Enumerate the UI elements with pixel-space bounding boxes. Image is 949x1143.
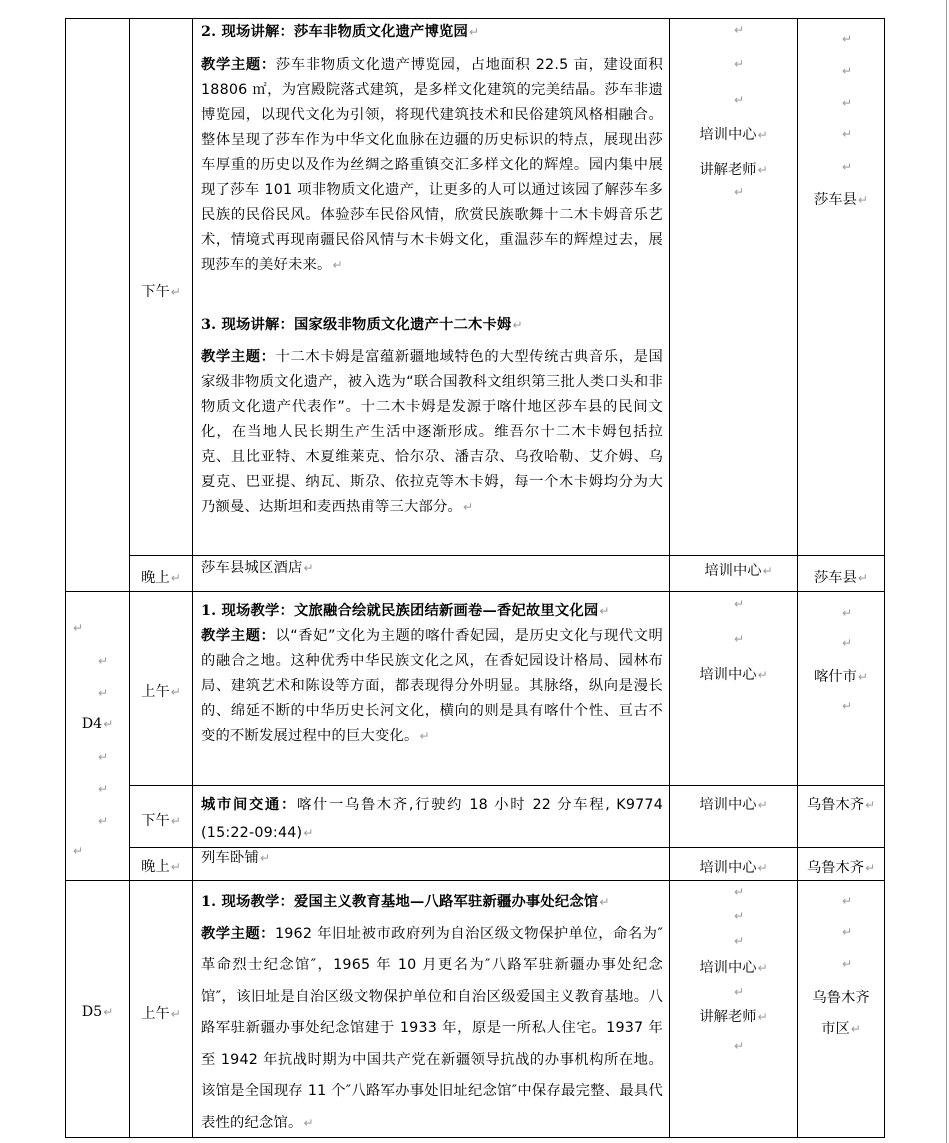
paragraph-mark-icon: ↵ bbox=[734, 1039, 745, 1053]
paragraph-mark-icon: ↵ bbox=[857, 571, 868, 585]
paragraph-mark-icon: ↵ bbox=[734, 885, 745, 899]
paragraph-mark-icon: ↵ bbox=[170, 571, 181, 585]
time-cell-d4-evening bbox=[129, 847, 193, 881]
paragraph-mark-icon: ↵ bbox=[842, 957, 853, 971]
content-cell-d3-afternoon bbox=[192, 18, 670, 556]
paragraph-mark-icon: ↵ bbox=[857, 670, 868, 684]
paragraph-mark-icon: ↵ bbox=[599, 604, 610, 618]
topic-text: 以“香妃”文化为主题的喀什香妃园，是历史文化与现代文明的融合之地。这种优秀中华民族文化之风，在香妃园设计格局、园林布局、建筑艺术和陈设等方面，都表现得分外明显。其脉络，纵向是漫长的、绵延不断的中华历史长河文化，横向的则是具有喀什个性、亘古不变的不断发展过程中的巨大变化。 bbox=[201, 628, 663, 744]
accommodation-text: 莎车县城区酒店 bbox=[201, 560, 303, 576]
paragraph-mark-icon: ↵ bbox=[842, 699, 853, 713]
paragraph-mark-icon: ↵ bbox=[73, 621, 84, 635]
organizer-cell-d3-afternoon bbox=[669, 18, 798, 556]
paragraph-mark-icon: ↵ bbox=[419, 729, 430, 743]
location-cell-d4-afternoon bbox=[797, 785, 885, 848]
paragraph-mark-icon: ↵ bbox=[462, 500, 474, 514]
organizer-name: 讲解老师 bbox=[699, 1009, 757, 1025]
organizer-cell-d4-afternoon bbox=[669, 785, 798, 848]
time-cell-d5-morning bbox=[129, 880, 193, 1138]
paragraph-mark-icon: ↵ bbox=[850, 1022, 861, 1036]
location-name: 莎车县 bbox=[814, 570, 857, 586]
paragraph-mark-icon: ↵ bbox=[170, 1007, 181, 1021]
organizer-cell-d4-morning bbox=[669, 591, 798, 786]
location-name: 乌鲁木齐 bbox=[806, 860, 865, 876]
organizer-name: 培训中心 bbox=[699, 667, 757, 683]
organizer-cell-d4-evening bbox=[669, 847, 798, 881]
paragraph-mark-icon: ↵ bbox=[865, 861, 876, 875]
accommodation-text: 列车卧铺 bbox=[201, 850, 259, 866]
paragraph-mark-icon: ↵ bbox=[303, 561, 314, 575]
organizer-cell-d3-evening bbox=[669, 555, 798, 592]
paragraph-mark-icon: ↵ bbox=[842, 894, 853, 908]
time-label: 下午 bbox=[141, 813, 170, 829]
time-cell-d3-afternoon bbox=[129, 18, 193, 556]
content-cell-d5-morning bbox=[192, 880, 670, 1138]
location-name: 市区 bbox=[821, 1021, 850, 1037]
paragraph-mark-icon: ↵ bbox=[170, 285, 181, 299]
day-cell-d4 bbox=[65, 591, 130, 881]
paragraph-mark-icon: ↵ bbox=[98, 782, 109, 796]
paragraph-mark-icon: ↵ bbox=[103, 1005, 114, 1019]
paragraph-mark-icon: ↵ bbox=[842, 127, 853, 141]
paragraph-mark-icon: ↵ bbox=[170, 685, 181, 699]
paragraph-mark-icon: ↵ bbox=[762, 564, 773, 578]
organizer-name: 培训中心 bbox=[699, 127, 757, 143]
paragraph-mark-icon: ↵ bbox=[332, 258, 343, 272]
page-edge-line bbox=[946, 0, 947, 1143]
paragraph-mark-icon: ↵ bbox=[512, 318, 523, 332]
location-cell-d4-evening bbox=[797, 847, 885, 881]
paragraph-mark-icon: ↵ bbox=[734, 185, 745, 199]
paragraph-mark-icon: ↵ bbox=[842, 160, 853, 174]
time-label: 晚上 bbox=[141, 570, 170, 586]
location-name: 喀什市 bbox=[814, 669, 857, 685]
paragraph-mark-icon: ↵ bbox=[757, 861, 768, 875]
paragraph-mark-icon: ↵ bbox=[170, 860, 181, 874]
content-cell-d4-morning bbox=[192, 591, 670, 786]
paragraph-mark-icon: ↵ bbox=[734, 597, 745, 611]
content-cell-d4-afternoon bbox=[192, 785, 670, 848]
paragraph-mark-icon: ↵ bbox=[842, 606, 853, 620]
topic-label: 教学主题： bbox=[201, 628, 276, 644]
day-label: D4 bbox=[81, 716, 103, 732]
paragraph-mark-icon: ↵ bbox=[734, 985, 745, 999]
organizer-name: 培训中心 bbox=[699, 860, 757, 876]
paragraph-mark-icon: ↵ bbox=[757, 1010, 768, 1024]
item-title: 1. 现场教学：文旅融合绘就民族团结新画卷—香妃故里文化园 bbox=[201, 603, 599, 619]
paragraph-mark-icon: ↵ bbox=[865, 798, 876, 812]
item-title: 2. 现场讲解：莎车非物质文化遗产博览园 bbox=[201, 24, 468, 40]
paragraph-mark-icon: ↵ bbox=[757, 798, 768, 812]
paragraph-mark-icon: ↵ bbox=[734, 93, 745, 107]
organizer-name: 培训中心 bbox=[704, 563, 762, 579]
paragraph-mark-icon: ↵ bbox=[734, 57, 745, 71]
topic-label: 教学主题： bbox=[201, 349, 276, 365]
paragraph-mark-icon: ↵ bbox=[468, 25, 480, 39]
organizer-name: 讲解老师 bbox=[699, 162, 757, 178]
paragraph-mark-icon: ↵ bbox=[170, 814, 181, 828]
time-cell-d3-evening bbox=[129, 555, 193, 592]
transport-text: 喀什一乌鲁木齐,行驶约 18 小时 22 分车程, K9774 (15:22-09:44) bbox=[201, 797, 664, 841]
location-cell-d4-morning bbox=[797, 591, 885, 786]
day-cell-d3 bbox=[65, 18, 130, 592]
organizer-cell-d5-morning bbox=[669, 880, 798, 1138]
paragraph-mark-icon: ↵ bbox=[842, 636, 853, 650]
day-label: D5 bbox=[81, 1004, 103, 1020]
location-cell-d3-afternoon bbox=[797, 18, 885, 556]
location-cell-d5-morning bbox=[797, 880, 885, 1138]
topic-text: 1962 年旧址被市政府列为自治区级文物保护单位，命名为″革命烈士纪念馆″，1965 年 10 月更名为″八路军驻新疆办事处纪念馆″，该旧址是自治区级文物保护单位和自治区级爱国主义教育基地。八路军驻新疆办事处纪念馆建于 1933 年，原是一所私人住宅。1937 年至 1942 年抗战时期为中国共产党在新疆领导抗战的办事机构所在地。该馆是全国现存 11 个″八路军办事处旧址纪念馆″中保存最完整、最具代表性的纪念馆。 bbox=[201, 925, 663, 1131]
organizer-name: 培训中心 bbox=[699, 797, 757, 813]
paragraph-mark-icon: ↵ bbox=[734, 934, 745, 948]
content-cell-d4-evening bbox=[192, 847, 670, 881]
location-name: 乌鲁木齐 bbox=[812, 990, 870, 1006]
paragraph-mark-icon: ↵ bbox=[98, 750, 109, 764]
transport-label: 城市间交通： bbox=[201, 797, 297, 813]
paragraph-mark-icon: ↵ bbox=[842, 64, 853, 78]
paragraph-mark-icon: ↵ bbox=[734, 23, 745, 37]
item-title: 1. 现场教学：爱国主义教育基地—八路军驻新疆办事处纪念馆 bbox=[201, 894, 599, 910]
time-label: 上午 bbox=[141, 1006, 170, 1022]
paragraph-mark-icon: ↵ bbox=[98, 814, 109, 828]
day-cell-d5 bbox=[65, 880, 130, 1138]
paragraph-mark-icon: ↵ bbox=[98, 686, 109, 700]
paragraph-mark-icon: ↵ bbox=[757, 128, 768, 142]
paragraph-mark-icon: ↵ bbox=[103, 717, 114, 731]
paragraph-mark-icon: ↵ bbox=[303, 1115, 314, 1130]
paragraph-mark-icon: ↵ bbox=[260, 851, 271, 865]
paragraph-mark-icon: ↵ bbox=[734, 632, 745, 646]
time-cell-d4-afternoon bbox=[129, 785, 193, 848]
paragraph-mark-icon: ↵ bbox=[842, 32, 853, 46]
topic-text: 莎车非物质文化遗产博览园，占地面积 22.5 亩，建设面积 18806 ㎡，为宫殿院落式建筑，是多样文化建筑的完美结晶。莎车非遗博览园，以现代文化为引领，将现代建筑技术和民俗建筑风格相融合。整体呈现了莎车作为中华文化血脉在边疆的历史标识的特点，展现出莎车厚重的历史以及作为丝绸之路重镇交汇多样文化的辉煌。园内集中展现了莎车 101 项非物质文化遗产，让更多的人可以通过该园了解莎车多民族的民俗民风。体验莎车民俗风情，欣赏民族歌舞十二木卡姆音乐艺术，情境式再现南疆民俗风情与木卡姆文化，重温莎车的辉煌过去，展现莎车的美好未来。 bbox=[201, 57, 663, 273]
item-title: 3. 现场讲解：国家级非物质文化遗产十二木卡姆 bbox=[201, 317, 512, 333]
organizer-name: 培训中心 bbox=[699, 960, 757, 976]
content-cell-d3-evening bbox=[192, 555, 670, 592]
topic-text: 十二木卡姆是富蕴新疆地域特色的大型传统古典音乐，是国家级非物质文化遗产，被入选为“联合国教科文组织第三批人类口头和非物质文化遗产代表作”。十二木卡姆是发源于喀什地区莎车县的民间文化，在当地人民长期生产生活中逐渐形成。维吾尔十二木卡姆包括拉克、且比亚特、木夏维莱克、恰尔尕、潘吉尕、乌孜哈勒、艾介姆、乌夏克、巴亚提、纳瓦、斯尕、依拉克等木卡姆，每一个木卡姆均分为大乃额曼、达斯坦和麦西热甫等三大部分。 bbox=[201, 349, 664, 515]
time-label: 晚上 bbox=[141, 859, 170, 875]
paragraph-mark-icon: ↵ bbox=[757, 163, 768, 177]
paragraph-mark-icon: ↵ bbox=[857, 193, 868, 207]
paragraph-mark-icon: ↵ bbox=[757, 668, 768, 682]
paragraph-mark-icon: ↵ bbox=[734, 909, 745, 923]
time-label: 上午 bbox=[141, 684, 170, 700]
paragraph-mark-icon: ↵ bbox=[98, 654, 109, 668]
paragraph-mark-icon: ↵ bbox=[842, 96, 853, 110]
paragraph-mark-icon: ↵ bbox=[599, 895, 610, 909]
time-cell-d4-morning bbox=[129, 591, 193, 786]
paragraph-mark-icon: ↵ bbox=[303, 826, 314, 840]
paragraph-mark-icon: ↵ bbox=[842, 925, 853, 939]
location-name: 乌鲁木齐 bbox=[806, 797, 865, 813]
time-label: 下午 bbox=[141, 284, 170, 300]
paragraph-mark-icon: ↵ bbox=[73, 844, 84, 858]
topic-label: 教学主题： bbox=[201, 57, 276, 73]
location-name: 莎车县 bbox=[814, 192, 857, 208]
topic-label: 教学主题： bbox=[201, 925, 275, 942]
paragraph-mark-icon: ↵ bbox=[757, 961, 768, 975]
location-cell-d3-evening bbox=[797, 555, 885, 592]
